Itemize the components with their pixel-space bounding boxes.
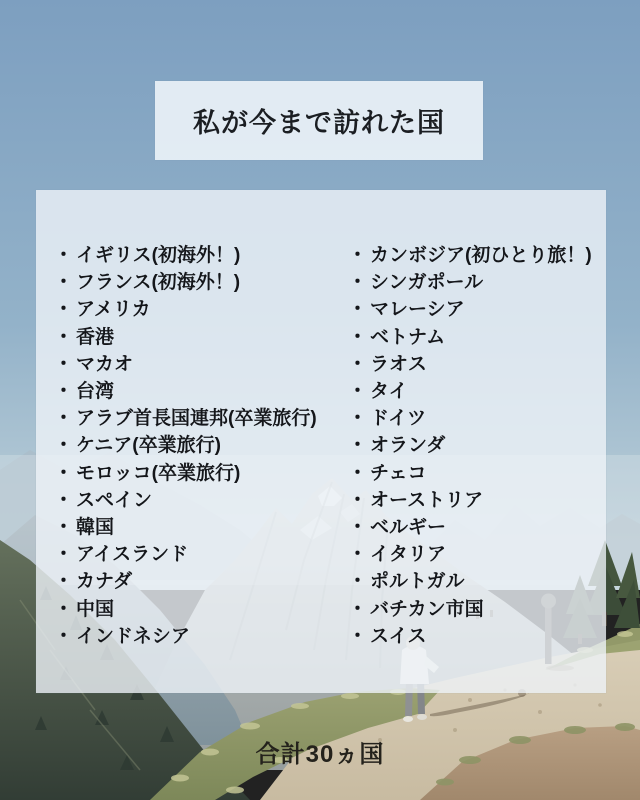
bullet-icon: ・: [348, 625, 368, 647]
list-item: [54, 324, 348, 351]
country-label: オランダ: [370, 435, 446, 457]
list-item: [348, 378, 606, 405]
country-label: 中国: [76, 598, 115, 620]
bullet-icon: ・: [54, 571, 74, 593]
list-item: [348, 432, 606, 459]
title-box: [155, 81, 483, 160]
bullet-icon: ・: [348, 598, 368, 620]
country-label: 韓国: [76, 517, 115, 539]
country-label: 台湾: [76, 381, 115, 403]
list-item: [54, 351, 348, 378]
bullet-icon: ・: [54, 326, 74, 348]
list-item: [54, 269, 348, 296]
bullet-icon: ・: [54, 381, 74, 403]
country-label: アラブ首長国連邦(卒業旅行): [76, 408, 317, 430]
list-item: [54, 623, 348, 650]
country-label: カンボジア(初ひとり旅！): [370, 245, 592, 266]
hiker-shoe: [403, 716, 413, 722]
bullet-icon: ・: [54, 299, 74, 321]
list-item: [348, 405, 606, 432]
bullet-icon: ・: [348, 517, 368, 539]
bullet-icon: ・: [54, 435, 74, 457]
bullet-icon: ・: [348, 381, 368, 403]
list-item: [348, 568, 606, 595]
list-item: [348, 514, 606, 541]
list-item: [54, 378, 348, 405]
list-item: [54, 541, 348, 568]
bullet-icon: ・: [348, 489, 368, 511]
country-label: モロッコ(卒業旅行): [76, 462, 241, 484]
country-label: スイス: [370, 625, 427, 647]
list-item: [348, 541, 606, 568]
country-label: タイ: [370, 381, 408, 403]
country-label: インドネシア: [76, 625, 190, 647]
bullet-icon: ・: [348, 408, 368, 430]
country-label: ベルギー: [370, 517, 447, 539]
bullet-icon: ・: [348, 571, 368, 593]
country-label: イタリア: [370, 544, 447, 566]
country-label: アメリカ: [76, 299, 151, 321]
country-label: マレーシア: [370, 299, 465, 321]
list-item: [348, 596, 606, 623]
bullet-icon: ・: [54, 625, 74, 647]
bullet-icon: ・: [54, 489, 74, 511]
countries-panel: [36, 190, 606, 693]
list-item: [348, 324, 606, 351]
bullet-icon: ・: [54, 517, 74, 539]
bullet-icon: ・: [348, 544, 368, 566]
list-item: [54, 296, 348, 323]
list-item: [348, 296, 606, 323]
country-label: ドイツ: [370, 408, 427, 430]
list-item: [54, 514, 348, 541]
bullet-icon: ・: [348, 462, 368, 484]
list-item: [54, 405, 348, 432]
bullet-icon: ・: [54, 598, 74, 620]
hiker-shoe: [417, 714, 427, 720]
list-item: [54, 460, 348, 487]
country-label: フランス(初海外！): [76, 272, 241, 294]
bullet-icon: ・: [348, 435, 368, 457]
bullet-icon: ・: [54, 272, 74, 294]
bullet-icon: ・: [54, 408, 74, 430]
list-item: [54, 432, 348, 459]
bullet-icon: ・: [54, 353, 74, 375]
page-title: 私が今まで訪れた国: [193, 108, 445, 138]
country-label: イギリス(初海外！): [76, 245, 241, 266]
bullet-icon: ・: [348, 353, 368, 375]
country-label: バチカン市国: [370, 598, 484, 620]
list-item: [348, 487, 606, 514]
bullet-icon: ・: [54, 544, 74, 566]
countries-column-right: [348, 242, 606, 650]
country-label: ポルトガル: [370, 571, 465, 593]
country-label: カナダ: [76, 571, 133, 593]
country-label: オーストリア: [370, 489, 484, 511]
bullet-icon: ・: [348, 245, 368, 266]
bullet-icon: ・: [348, 326, 368, 348]
country-label: ケニア(卒業旅行): [76, 435, 221, 457]
list-item: [54, 596, 348, 623]
countries-columns: [36, 190, 606, 650]
list-item: [348, 351, 606, 378]
list-item: [348, 269, 606, 296]
bullet-icon: ・: [54, 245, 74, 266]
bullet-icon: ・: [54, 462, 74, 484]
bullet-icon: ・: [348, 272, 368, 294]
list-item: [54, 568, 348, 595]
country-label: シンガポール: [370, 272, 484, 294]
country-label: マカオ: [76, 353, 134, 375]
country-label: チェコ: [370, 462, 427, 484]
countries-column-left: [54, 242, 348, 650]
bullet-icon: ・: [348, 299, 368, 321]
list-item: [348, 623, 606, 650]
list-item: [348, 460, 606, 487]
country-label: ベトナム: [370, 326, 446, 348]
country-label: 香港: [76, 326, 115, 348]
list-item: [54, 242, 348, 269]
country-label: スペイン: [76, 489, 153, 511]
list-item: [348, 242, 606, 269]
list-item: [54, 487, 348, 514]
total-count-caption: 合計30ヵ国: [255, 741, 385, 768]
country-label: アイスランド: [76, 544, 189, 566]
country-label: ラオス: [370, 353, 427, 375]
